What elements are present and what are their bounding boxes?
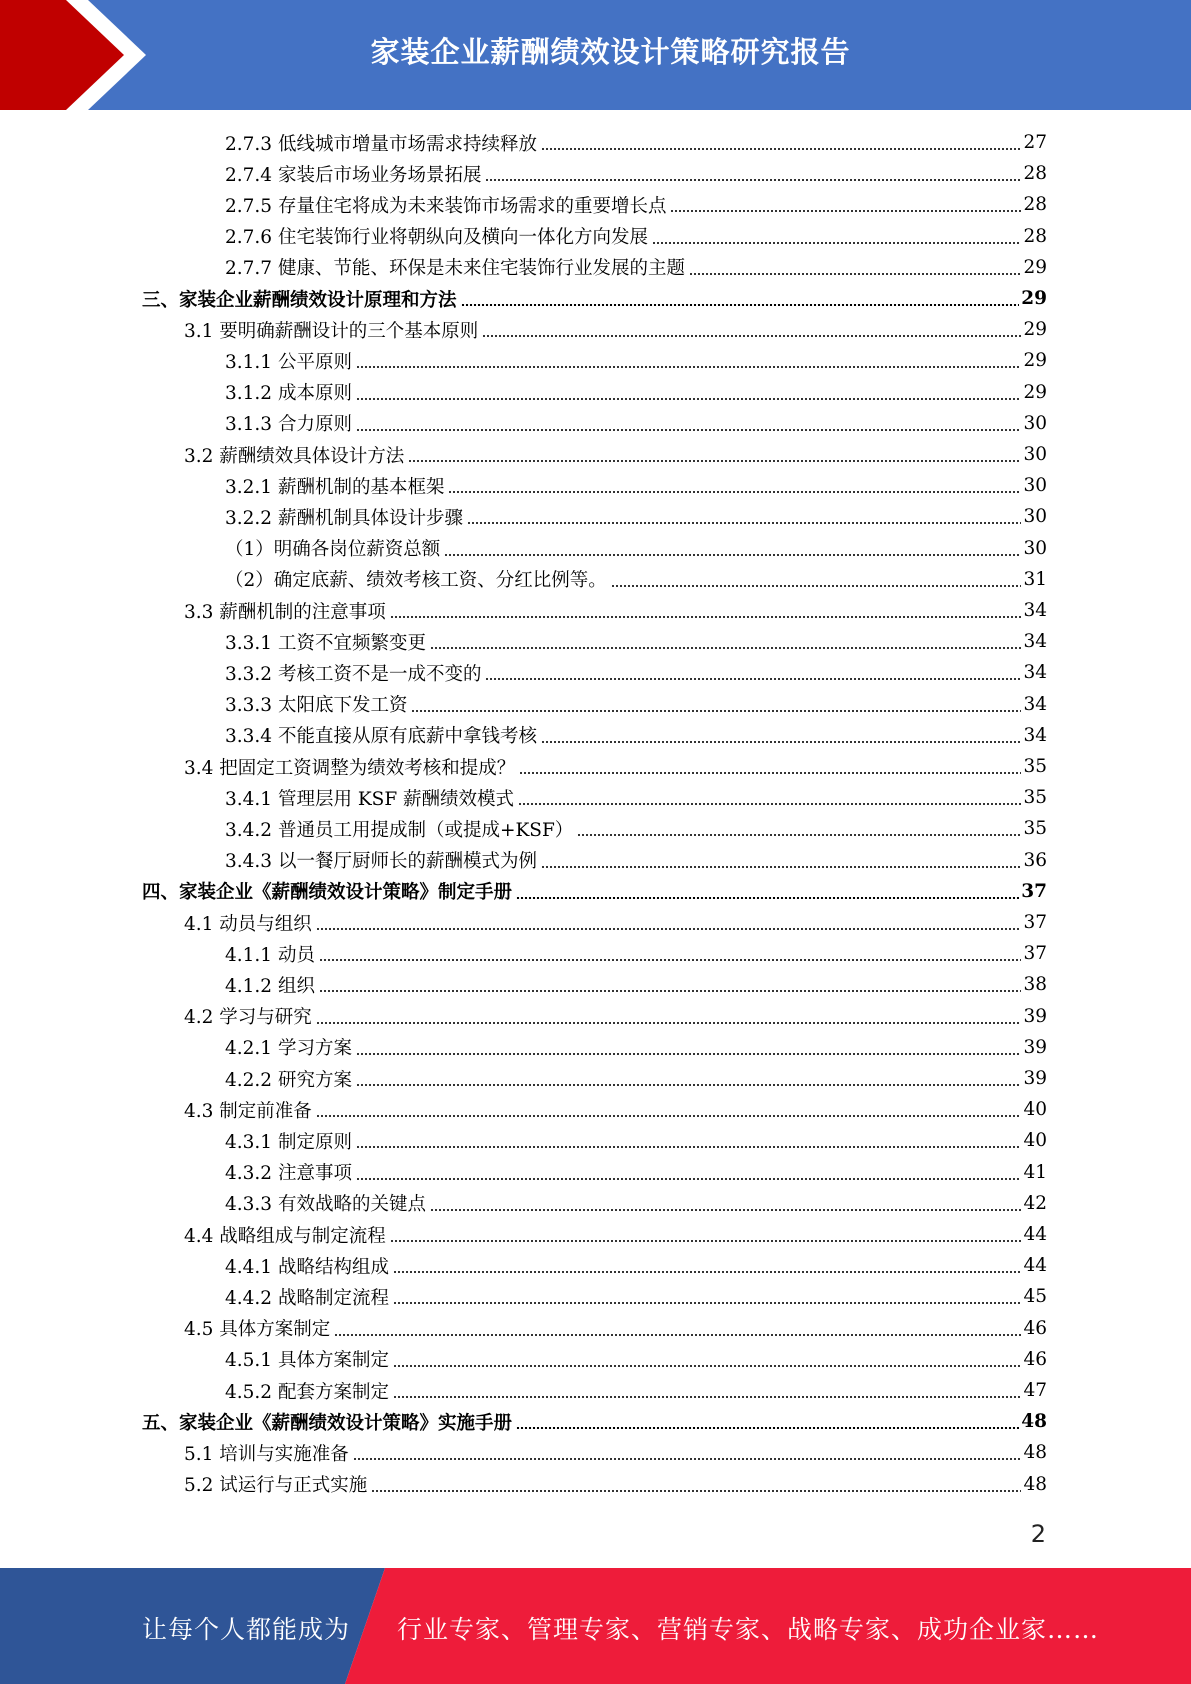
toc-entry[interactable]	[184, 751, 1047, 782]
toc-entry-label: 3.3.4 不能直接从原有底薪中拿钱考核	[225, 726, 537, 748]
toc-entry[interactable]	[225, 938, 1047, 969]
toc-entry-page: 36	[1023, 849, 1047, 871]
toc-entry[interactable]	[184, 1001, 1047, 1032]
toc-entry-label: 4.1.1 动员	[225, 944, 315, 966]
toc-entry[interactable]	[225, 345, 1047, 376]
toc-entry-page: 48	[1023, 1442, 1047, 1464]
toc-entry-label: 五、家装企业《薪酬绩效设计策略》实施手册	[142, 1412, 513, 1434]
toc-dot-leader	[408, 460, 1021, 462]
toc-entry[interactable]	[225, 1032, 1047, 1063]
toc-entry-label: 3.1 要明确薪酬设计的三个基本原则	[184, 320, 479, 342]
toc-entry-label: 2.7.4 家装后市场业务场景拓展	[225, 164, 482, 186]
toc-entry-label: 4.4.2 战略制定流程	[225, 1287, 389, 1309]
toc-dot-leader	[390, 616, 1022, 618]
toc-entry-page: 29	[1023, 256, 1047, 278]
toc-entry-label: 3.1.1 公平原则	[225, 351, 352, 373]
toc-dot-leader	[670, 210, 1021, 212]
page-number: 2	[1030, 1520, 1046, 1548]
toc-dot-leader	[356, 1084, 1022, 1086]
toc-entry-page: 48	[1021, 1411, 1047, 1433]
toc-dot-leader	[482, 335, 1021, 337]
toc-entry-page: 29	[1023, 350, 1047, 372]
toc-entry-label: 3.2 薪酬绩效具体设计方法	[184, 445, 405, 467]
toc-entry-label: 3.1.2 成本原则	[225, 383, 352, 405]
toc-dot-leader	[334, 1334, 1021, 1336]
toc-entry[interactable]	[225, 189, 1047, 220]
toc-entry[interactable]	[225, 969, 1047, 1000]
toc-dot-leader	[461, 304, 1020, 306]
toc-dot-leader	[356, 398, 1022, 400]
toc-entry-label: 2.7.6 住宅装饰行业将朝纵向及横向一体化方向发展	[225, 227, 648, 249]
toc-dot-leader	[319, 959, 1022, 961]
toc-entry[interactable]	[142, 283, 1047, 314]
toc-entry[interactable]	[225, 158, 1047, 189]
toc-entry-page: 30	[1023, 475, 1047, 497]
toc-entry-label: 4.5 具体方案制定	[184, 1319, 331, 1341]
toc-entry-page: 28	[1023, 225, 1047, 247]
toc-dot-leader	[541, 148, 1021, 150]
toc-entry-page: 34	[1023, 724, 1047, 746]
toc-entry-label: 2.7.5 存量住宅将成为未来装饰市场需求的重要增长点	[225, 195, 667, 217]
toc-entry[interactable]	[225, 1188, 1047, 1219]
toc-entry[interactable]	[225, 813, 1047, 844]
toc-dot-leader	[356, 429, 1022, 431]
toc-entry[interactable]	[184, 1313, 1047, 1344]
toc-entry[interactable]	[225, 845, 1047, 876]
toc-entry[interactable]	[225, 720, 1047, 751]
toc-dot-leader	[611, 585, 1022, 587]
toc-entry[interactable]	[225, 1250, 1047, 1281]
toc-entry-label: 3.3.2 考核工资不是一成不变的	[225, 663, 482, 685]
toc-entry-page: 37	[1023, 912, 1047, 933]
toc-entry[interactable]	[184, 439, 1047, 470]
page-footer	[0, 1568, 1191, 1684]
toc-entry-label: 4.1.2 组织	[225, 975, 315, 997]
toc-entry[interactable]	[225, 470, 1047, 501]
toc-entry[interactable]	[225, 1063, 1047, 1094]
toc-entry[interactable]	[225, 689, 1047, 720]
toc-entry-label: 3.2.1 薪酬机制的基本框架	[225, 476, 445, 498]
toc-entry-label: 3.4 把固定工资调整为绩效考核和提成？	[184, 757, 516, 779]
toc-entry-label: 2.7.3 低线城市增量市场需求持续释放	[225, 133, 537, 155]
toc-entry[interactable]	[225, 564, 1047, 595]
toc-dot-leader	[316, 1115, 1022, 1117]
toc-entry[interactable]	[184, 1219, 1047, 1250]
toc-entry[interactable]	[225, 657, 1047, 688]
toc-entry-label: 2.7.7 健康、节能、环保是未来住宅装饰行业发展的主题	[225, 258, 685, 280]
toc-entry-label: 4.4 战略组成与制定流程	[184, 1225, 386, 1247]
toc-entry-page: 35	[1023, 756, 1047, 777]
toc-entry-page: 28	[1023, 194, 1047, 216]
toc-entry-label: 四、家装企业《薪酬绩效设计策略》制定手册	[142, 882, 513, 904]
toc-dot-leader	[316, 1022, 1022, 1024]
toc-entry-page: 30	[1023, 506, 1047, 528]
toc-dot-leader	[485, 179, 1021, 181]
toc-entry-page: 42	[1023, 1192, 1047, 1214]
toc-entry-label: 3.3.3 太阳底下发工资	[225, 695, 408, 717]
toc-dot-leader	[689, 273, 1021, 275]
toc-dot-leader	[356, 1146, 1022, 1148]
toc-entry-page: 45	[1023, 1286, 1047, 1308]
footer-slogan-right: 行业专家、管理专家、营销专家、战略专家、成功企业家……	[397, 1615, 1100, 1644]
toc-dot-leader	[541, 741, 1021, 743]
toc-entry-label: 3.4.1 管理层用 KSF 薪酬绩效模式	[225, 788, 515, 810]
toc-dot-leader	[390, 1240, 1022, 1242]
toc-entry[interactable]	[225, 252, 1047, 283]
toc-entry-page: 31	[1023, 568, 1047, 590]
toc-entry-label: 4.4.1 战略结构组成	[225, 1256, 389, 1278]
toc-entry-label: （2）确定底薪、绩效考核工资、分红比例等。	[225, 570, 607, 592]
toc-dot-leader	[393, 1396, 1021, 1398]
toc-entry-page: 35	[1023, 787, 1047, 809]
toc-entry-label: 5.1 培训与实施准备	[184, 1443, 349, 1465]
toc-entry-label: 4.2 学习与研究	[184, 1007, 312, 1029]
toc-dot-leader	[577, 834, 1021, 836]
toc-dot-leader	[356, 366, 1022, 368]
toc-entry[interactable]	[225, 1125, 1047, 1156]
toc-entry[interactable]	[184, 1437, 1047, 1468]
toc-entry-page: 30	[1023, 412, 1047, 434]
toc-entry-page: 34	[1023, 662, 1047, 684]
toc-entry-page: 38	[1023, 974, 1047, 996]
toc-entry-page: 46	[1023, 1317, 1047, 1339]
toc-entry[interactable]	[225, 127, 1047, 158]
toc-dot-leader	[444, 554, 1021, 556]
toc-dot-leader	[448, 491, 1021, 493]
toc-entry-page: 48	[1023, 1473, 1047, 1495]
toc-dot-leader	[371, 1490, 1021, 1492]
toc-entry-page: 29	[1021, 288, 1047, 309]
toc-entry-label: 4.3.1 制定原则	[225, 1131, 352, 1153]
header-title: 家装企业薪酬绩效设计策略研究报告	[370, 35, 851, 69]
toc-entry[interactable]	[225, 1281, 1047, 1312]
toc-entry[interactable]	[184, 314, 1047, 345]
toc-entry-page: 30	[1023, 537, 1047, 559]
toc-dot-leader	[353, 1458, 1022, 1460]
toc-entry-page: 41	[1023, 1161, 1047, 1183]
toc-entry[interactable]	[225, 533, 1047, 564]
toc-entry-page: 30	[1023, 444, 1047, 465]
toc-entry[interactable]	[225, 501, 1047, 532]
toc-entry-page: 39	[1023, 1005, 1047, 1027]
toc-entry-page: 27	[1023, 132, 1047, 153]
toc-entry-label: 3.4.2 普通员工用提成制（或提成+KSF）	[225, 819, 574, 841]
footer-slogan-left: 让每个人都能成为	[142, 1615, 351, 1644]
toc-entry-label: 三、家装企业薪酬绩效设计原理和方法	[142, 289, 457, 311]
toc-entry[interactable]	[184, 907, 1047, 938]
toc-entry[interactable]	[225, 1375, 1047, 1406]
toc-dot-leader	[411, 710, 1021, 712]
toc-entry-label: （1）明确各岗位薪资总额	[225, 539, 441, 561]
toc-entry[interactable]	[184, 1469, 1047, 1500]
toc-dot-leader	[430, 1209, 1021, 1211]
toc-dot-leader	[393, 1365, 1021, 1367]
toc-entry-label: 4.5.2 配套方案制定	[225, 1381, 389, 1403]
toc-entry-label: 3.2.2 薪酬机制具体设计步骤	[225, 507, 463, 529]
toc-dot-leader	[393, 1302, 1021, 1304]
toc-entry-label: 3.1.3 合力原则	[225, 414, 352, 436]
toc-dot-leader	[356, 1178, 1022, 1180]
toc-dot-leader	[485, 678, 1021, 680]
toc-entry-page: 44	[1023, 1255, 1047, 1277]
toc-entry-label: 4.2.1 学习方案	[225, 1038, 352, 1060]
toc-entry-label: 4.1 动员与组织	[184, 913, 312, 935]
toc-entry-label: 4.3 制定前准备	[184, 1100, 312, 1122]
toc-entry-page: 34	[1023, 693, 1047, 715]
toc-entry-page: 29	[1023, 319, 1047, 341]
toc-dot-leader	[319, 990, 1022, 992]
toc-dot-leader	[356, 1053, 1022, 1055]
toc-entry-page: 35	[1023, 818, 1047, 840]
toc-entry-page: 39	[1023, 1036, 1047, 1058]
toc-entry-page: 37	[1023, 943, 1047, 965]
toc-entry-page: 37	[1021, 880, 1047, 902]
toc-dot-leader	[430, 647, 1021, 649]
toc-entry-page: 34	[1023, 600, 1047, 621]
toc-entry[interactable]	[225, 377, 1047, 408]
toc-entry[interactable]	[225, 1344, 1047, 1375]
toc-dot-leader	[393, 1271, 1021, 1273]
toc-entry-label: 3.3.1 工资不宜频繁变更	[225, 632, 426, 654]
toc-entry-page: 46	[1023, 1348, 1047, 1370]
toc-entry[interactable]	[225, 626, 1047, 657]
toc-dot-leader	[316, 928, 1022, 930]
toc-entry[interactable]	[142, 1406, 1047, 1437]
toc-entry-page: 47	[1023, 1380, 1047, 1401]
toc-entry-label: 4.5.1 具体方案制定	[225, 1350, 389, 1372]
toc-entry-page: 28	[1023, 163, 1047, 185]
toc-dot-leader	[541, 866, 1021, 868]
toc-entry-label: 4.3.3 有效战略的关键点	[225, 1194, 426, 1216]
toc-entry-page: 40	[1023, 1099, 1047, 1121]
toc-entry[interactable]	[225, 221, 1047, 252]
toc-entry[interactable]	[225, 782, 1047, 813]
toc-dot-leader	[652, 242, 1021, 244]
toc-dot-leader	[516, 897, 1019, 899]
toc-entry[interactable]	[225, 1157, 1047, 1188]
toc-entry[interactable]	[184, 1094, 1047, 1125]
toc-dot-leader	[516, 1427, 1019, 1429]
toc-dot-leader	[519, 772, 1021, 774]
toc-entry-page: 39	[1023, 1068, 1047, 1089]
toc-entry-page: 44	[1023, 1224, 1047, 1245]
toc-dot-leader	[467, 522, 1021, 524]
toc-entry-label: 3.4.3 以一餐厅厨师长的薪酬模式为例	[225, 851, 537, 873]
toc-entry-page: 40	[1023, 1130, 1047, 1152]
toc-entry-label: 4.2.2 研究方案	[225, 1069, 352, 1091]
toc-dot-leader	[518, 803, 1021, 805]
toc-entry[interactable]	[225, 408, 1047, 439]
toc-entry-page: 29	[1023, 381, 1047, 403]
toc-entry[interactable]	[184, 595, 1047, 626]
toc-entry-label: 5.2 试运行与正式实施	[184, 1475, 368, 1497]
page-header	[0, 0, 1191, 110]
toc-entry-label: 3.3 薪酬机制的注意事项	[184, 601, 386, 623]
toc-entry[interactable]	[142, 876, 1047, 907]
toc-entry-page: 34	[1023, 631, 1047, 653]
toc-entry-label: 4.3.2 注意事项	[225, 1163, 352, 1185]
